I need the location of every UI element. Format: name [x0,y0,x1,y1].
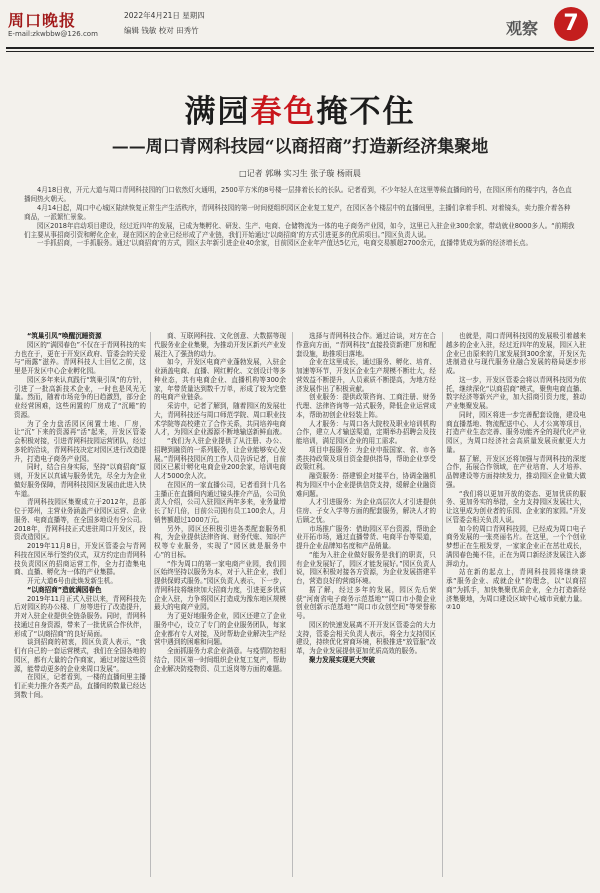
column-divider [292,332,293,877]
body-paragraph: 同时，园区将进一步完善配套设施，建设电商直播基地、物流配送中心、人才公寓等项目，打造产业生态完善、服务功能齐全的现代化产业园区，为周口经济社会高质量发展贡献更大力量。 [446,410,586,454]
section-name: 观察 [506,19,539,38]
article-column-1 [14,332,146,877]
body-paragraph: “作为周口的第一家电商产业园，我们园区始终坚持以服务为本，对于入驻企业，我们提供保姆式服务。”园区负责人表示，下一步，青网科技将继续加大招商力度，引进更多优质企业入驻，力争将园区打造成为豫东地区规模最大的电商产业园。 [154,559,286,612]
body-paragraph: 为了全力盘活园区闲置土地、厂房，让“沉”下来的资源再“活”起来，开发区管委会积极对接，引进青网科技园运营团队，经过多轮的洽谈，青网科技决定对园区进行改造提升，打造电子商务产业园。 [14,419,146,463]
header-rule [6,47,594,49]
body-paragraph: 青网科技园区集聚成立于2012年，总部位于郑州，主营业务涵盖产业园区运营、企业服务、电商直播等，在全国多地设有分公司。2018年，青网科技正式进驻周口开发区，投资改造园区。 [14,498,146,542]
column-divider [150,332,151,877]
title-part-1: 满园 [184,94,251,130]
body-paragraph: “我们为入驻企业提供了从注册、办公、招聘到融资的一系列服务，让企业能够安心发展。”青网科技园区的工作人员告诉记者，目前园区已累计孵化电商企业200余家，培训电商人才5000余人次。 [154,437,286,480]
body-paragraph: 如今的周口青网科技园，已经成为周口电子商务发展的一张亮丽名片。在这里，一个个创业梦想正在生根发芽，一家家企业正在茁壮成长，满园春色掩不住，正在为周口新经济发展注入澎湃动力。 [446,524,586,568]
section-heading: “以商招商”造就满园春色 [27,585,102,594]
lead-paragraphs [24,186,576,256]
body-paragraph: 站在新的起点上，青网科技园将继续秉承“服务企业、成就企业”的理念，以“以商招商”为抓手，加快集聚优质企业，全力打造新经济集聚地，为周口建设区域中心城市贡献力量。②10 [446,568,586,612]
body-paragraph: 人才引进服务：为企业高层次人才引进提供住房、子女入学等方面的配套服务，解决人才的后顾之忧。 [296,498,436,524]
body-paragraph: 市场推广服务：借助园区平台资源，帮助企业开拓市场，通过直播带货、电商平台等渠道，提升企业品牌知名度和产品销量。 [296,524,436,550]
title-part-2: 掩不住 [316,94,416,130]
body-paragraph: 另外，园区还积极引进各类配套服务机构，为企业提供法律咨询、财务代账、知识产权等专业服务，实现了“园区就是服务中心”的目标。 [154,524,286,559]
body-paragraph: 园区的快速发展离不开开发区管委会的大力支持，管委会相关负责人表示，将全力支持园区建设，持续优化营商环境，积极推进“放管服”改革，为企业发展提供更加优质高效的服务。 [296,620,436,655]
body-paragraph: 据了解，经过多年的发展，园区先后荣获“河南省电子商务示范基地”“周口市小微企业创业创新示范基地”“周口市众创空间”等荣誉称号。 [296,585,436,620]
body-paragraph: 开元大道6号由此焕发新生机。 [27,577,117,585]
header-rule-thin [6,51,594,52]
byline: □记者 郭琳 实习生 张子璇 杨雨晨 [239,169,361,178]
article-column-2 [154,332,286,877]
body-paragraph: 为了更好地服务企业，园区还建立了企业服务中心，设立了专门的企业服务团队，每家企业都有专人对接，及时帮助企业解决生产经营中遇到的困难和问题。 [154,612,286,647]
lead-paragraph: 4月18日夜，开元大道与周口青网科技园的门口依然灯火通明，2500平方米的8号楼一层排着长长的长队。记者看到，不少年轻人在这里等候直播间的号，在园区所有的楼宇内，各色直播间热火朝天。 [24,186,572,203]
body-paragraph: 项目申报服务：为企业申报国家、省、市各类扶持政策及项目资金提供指导，帮助企业享受政策红利。 [296,445,436,472]
body-paragraph: 采访中，记者了解到，随着园区的发展壮大，青网科技还与周口师范学院、周口职业技术学院等高校建立了合作关系，共同培养电商人才，为园区企业源源不断地输送新鲜血液。 [154,402,286,437]
article-column-4 [446,332,586,877]
headline-title [0,86,600,131]
body-paragraph: 也就是，周口青网科技园的发展吸引着越来越多的企业入驻，经过近四年的发展，园区入驻企业已由原来的几家发展到300余家，开发区先进制造业与现代服务业融合发展的格局逐步形成。 [446,332,586,375]
editor-credits: 编辑 钱敏 校对 田秀竹 [124,26,199,35]
body-paragraph: 企业在这里成长，通过服务、孵化、培育、加速等环节，开发区企业生产规模不断壮大，经营效益不断提升，人员素质不断提高，为地方经济发展作出了积极贡献。 [296,358,436,393]
page-number-badge: 7 [554,7,588,41]
body-paragraph: 在园区的一家直播公司，记者看到十几名主播正在直播间内通过镜头推介产品，公司负责人介绍，公司入驻园区两年多来，业务量增长了好几倍，目前公司拥有员工100余人，月销售额超过1000万元。 [154,480,286,524]
body-paragraph: “能为入驻企业做好服务是我们的职责，只有企业发展好了，园区才能发展好。”园区负责人说，园区积极对接各方资源，为企业发展搭建平台，营造良好的营商环境。 [296,550,436,585]
section-heading: 聚力发展实现更大突破 [309,655,375,664]
column-divider [442,332,443,877]
body-paragraph: 这一步，开发区管委会将以青网科技园为依托，继续深化“以商招商”模式，聚焦电商直播、数字经济等新兴产业，加大招商引资力度，推动产业集聚发展。 [446,375,586,410]
newspaper-logo: 周口晚报 [8,11,77,30]
contact-email: E-mail:zkwbbw@126.com [8,30,98,38]
body-paragraph: 全面抓服务力求企业满意。与疫情防控相结合，园区第一时间组织企业复工复产，帮助企业解决防疫物资、员工返岗等方面的难题。 [154,647,286,673]
publication-date: 2022年4月21日 星期四 [124,11,205,20]
body-paragraph: 2019年11月正式入驻以来，青网科技先后对园区的办公楼、厂房等进行了改造提升，并对入驻企业提供全链条服务。同时，青网科技通过自身资源，带来了一批优质合作伙伴，形成了“以商招商”的良好局面。 [14,594,146,638]
body-paragraph: 2019年11月8日，开发区管委会与青网科技在园区举行签约仪式，双方约定由青网科技负责园区的招商运营工作，全力打造集电商、直播、孵化为一体的产业集群。 [14,542,146,577]
body-paragraph: 园区的“满园春色”不仅在于青网科技的实力也在于，更在于开发区政府、管委会的关爱与“雨露”滋养。青网科技人士回忆之前，这里是开发区中心企业孵化园。 [14,340,146,375]
lead-paragraph: 4月14日起，周口中心城区陆续恢复正常生产生活秩序，青网科技园的第一时间便组织园区企业复工复产，在园区各个楼层中的直播间里，主播们拿着手机、对着镜头，卖力推介着各种商品，一派繁忙景象。 [24,203,571,221]
body-paragraph: 创业服务：提供政策咨询、工商注册、财务代理、法律咨询等一站式服务，降低企业运营成本，帮助初创企业轻装上阵。 [296,393,436,419]
body-paragraph: 同时，结合自身实际，坚持“以商招商”原则，开发区以真诚与服务优先，尽全力为企业做好服务保障，青网科技园区发展由此进入快车道。 [14,463,146,498]
title-accent: 春色 [250,94,317,130]
section-heading: “筑巢引凤”唤醒沉睡资源 [27,332,102,340]
headline-subtitle: ——周口青网科技园“以商招商”打造新经济集聚地 [111,137,489,157]
body-paragraph: 如今，开发区电商产业蓬勃发展，入驻企业涵盖电商、直播、网红孵化、文创设计等多种业态，共有电商企业、直播机构等300余家，年带货量达到数千万单，形成了较为完整的电商产业链条。 [154,358,286,402]
body-paragraph: 商、互联网科技、文化创意、大数据等现代服务业企业集聚，为推动开发区新兴产业发展注入了强劲的动力。 [154,332,286,358]
body-paragraph: 融资服务：搭建银企对接平台，协调金融机构为园区中小企业提供信贷支持，缓解企业融资难问题。 [296,472,436,498]
body-paragraph: 据了解，开发区还将加强与青网科技的深度合作，拓展合作领域，在产业培育、人才培养、品牌建设等方面持续发力，推动园区企业做大做强。 [446,454,586,489]
body-paragraph: “我们将以更加开放的姿态、更加优质的服务、更加务实的举措，全力支持园区发展壮大，让这里成为创业者的乐园、企业家的家园。”开发区管委会相关负责人说。 [446,489,586,524]
body-paragraph: 选择与青网科技合作。通过洽谈，对方在合作意向方面，“青网科技”直接投资新建厂房和配套设施，助推项目落地。 [296,332,436,358]
body-paragraph: 人才服务：与周口各大院校及职业培训机构合作，建立人才输送渠道，定期举办招聘会及技能培训，满足园区企业的用工需求。 [296,419,436,445]
body-paragraph: 谈到招商的初衷，园区负责人表示，“我们有自己的一套运营模式，我们在全国各地的园区，都有大量的合作商家，通过对接这些资源，能带动更多的企业来周口发展”。 [14,638,146,673]
body-paragraph: 在园区，记者看到，一楼的直播间里主播们正卖力推介各类产品，直播间的数量已经达到数十间。 [14,673,146,699]
page-header [6,6,594,44]
article-column-3 [296,332,436,877]
body-paragraph: 园区多年来认真践行“筑巢引凤”的方针，引进了一批高新技术企业，一时也是风光无量。然而，随着市场竞争的日趋激烈，部分企业经营困难，这些闲置的厂房成了“沉睡”的资源。 [14,375,146,419]
lead-paragraph: 一手抓招商，一手抓服务。通过‘以商招商’的方式，园区去年新引进企业40余家，目前园区企业年产值达5亿元，电商交易额超2700余元，直播带货成为新的经济增长点。 [37,239,533,248]
lead-paragraph: 园区2018年启动项目建设，经过近四年的发展，已成为集孵化、研发、生产、电商、仓储物流为一体的电子商务产业园，如今，这里已入驻企业300余家，带动就业8000多人。“前期我们主要从事招商引资和孵化企业，现在园区的企业已经形成了产业链，我们开始通过‘以商招商’的方式引进更多的优质项目。”园区负责人说。 [24,221,575,239]
